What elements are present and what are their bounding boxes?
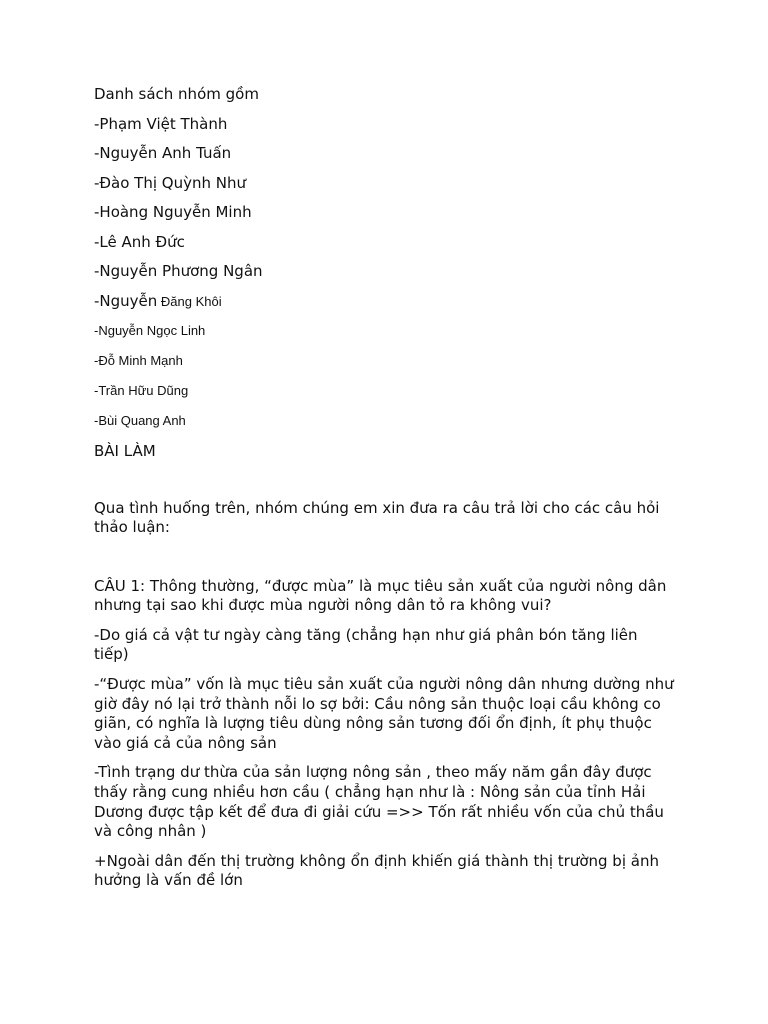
member-name-prefix: -Nguyễn bbox=[94, 291, 158, 310]
member-name: -Nguyễn Phương Ngân bbox=[94, 262, 263, 280]
intro-paragraph: Qua tình huống trên, nhóm chúng em xin đưa ra câu trả lời cho các câu hỏi thảo luận: bbox=[94, 498, 660, 537]
member-name-mixed bbox=[94, 291, 674, 321]
member-name: -Bùi Quang Anh bbox=[94, 412, 186, 428]
member-name-rest: Đăng Khôi bbox=[157, 293, 222, 309]
member-list-heading: Danh sách nhóm gồm bbox=[94, 85, 259, 103]
member-name: -Phạm Việt Thành bbox=[94, 114, 228, 133]
answer-paragraph: -Do giá cả vật tư ngày càng tăng (chẳng hạn như giá phân bón tăng liên tiếp) bbox=[94, 625, 638, 664]
member-name: -Đỗ Minh Mạnh bbox=[94, 352, 183, 368]
document-page bbox=[94, 84, 674, 891]
section-title: BÀI LÀM bbox=[94, 441, 156, 460]
member-name: -Hoàng Nguyễn Minh bbox=[94, 203, 252, 221]
member-name: -Lê Anh Đức bbox=[94, 232, 185, 251]
member-name: -Nguyễn Ngọc Linh bbox=[94, 322, 206, 338]
question-heading: CÂU 1: Thông thường, “được mùa” là mục tiêu sản xuất của người nông dân nhưng tại sao khi được mùa người nông dân tỏ ra không vui? bbox=[94, 576, 667, 615]
answer-paragraph: -“Được mùa” vốn là mục tiêu sản xuất của người nông dân nhưng dường như giờ đây nó lại trở thành nỗi lo sợ bởi: Cầu nông sản thuộc loại cầu không co giãn, có nghĩa là lượng tiêu dùng nông sản tương đối ổn định, ít phụ thuộc vào giá cả của nông sản bbox=[94, 675, 674, 752]
member-name: -Trần Hữu Dũng bbox=[94, 382, 189, 398]
member-name: -Nguyễn Anh Tuấn bbox=[94, 144, 232, 162]
answer-paragraph: +Ngoài dân đến thị trường không ổn định khiến giá thành thị trường bị ảnh hưởng là vấn đề lớn bbox=[94, 851, 659, 890]
member-name: -Đào Thị Quỳnh Như bbox=[94, 173, 246, 192]
answer-paragraph: -Tình trạng dư thừa của sản lượng nông sản , theo mấy năm gần đây được thấy rằng cung nhiều hơn cầu ( chẳng hạn như là : Nông sản của tỉnh Hải Dương được tập kết để đưa đi giải cứu =>> Tốn rất nhiều vốn của chủ thầu và công nhân ) bbox=[94, 763, 664, 841]
